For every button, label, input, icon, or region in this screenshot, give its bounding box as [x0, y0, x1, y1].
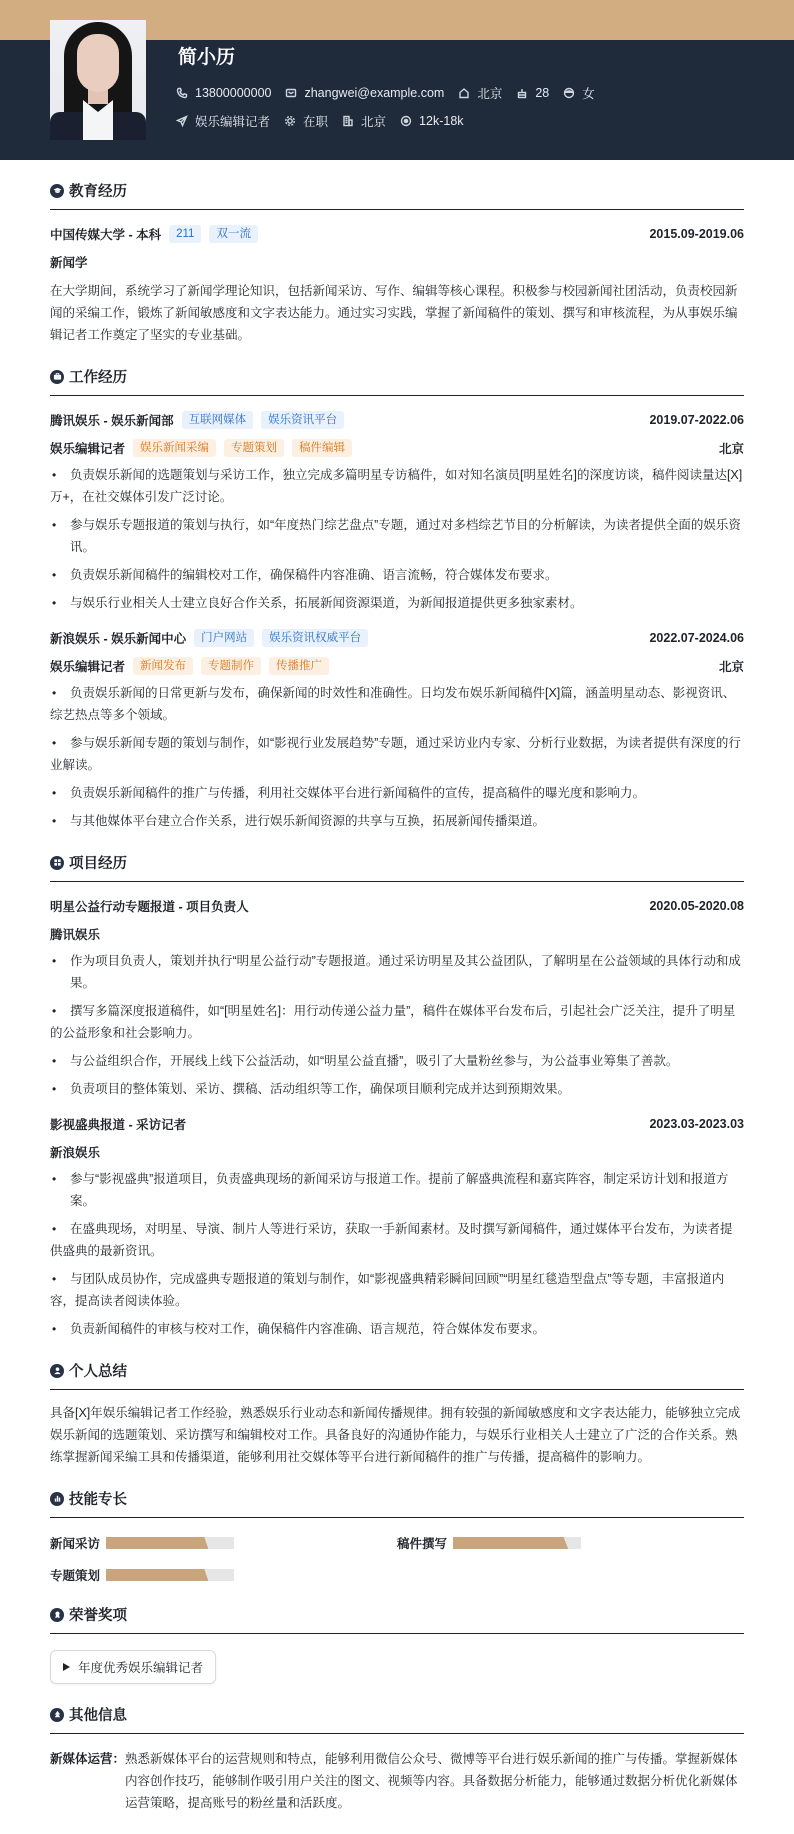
section-title-text: 工作经历 — [69, 370, 127, 386]
summary-section — [50, 1360, 744, 1468]
skills-section — [50, 1488, 744, 1584]
city-item — [342, 112, 386, 130]
skill-bar-fill — [106, 1537, 208, 1549]
resume-header — [0, 0, 794, 160]
status-text: 在职 — [303, 115, 329, 129]
section-header — [50, 1488, 744, 1518]
position-item — [176, 112, 270, 130]
role-tag: 娱乐新闻采编 — [133, 439, 216, 457]
user-icon — [50, 1364, 64, 1378]
other-text: 熟悉新媒体平台的运营规则和特点，能够利用微信公众号、微博等平台进行娱乐新闻的推广与传播。掌握新媒体内容创作技巧，能够制作吸引用户关注的图文、视频等内容。具备数据分析能力，能够通过数据分析优化新媒体运营策略，提高账号的粉丝量和活跃度。 — [125, 1752, 738, 1810]
city-text: 北京 — [361, 115, 387, 129]
other-label: 新媒体运营： — [50, 1752, 126, 1766]
phone-text: 13800000000 — [195, 86, 272, 100]
work-bullets — [50, 682, 744, 832]
work-city: 北京 — [718, 660, 744, 674]
skills-grid — [50, 1534, 744, 1584]
skill-item — [50, 1534, 397, 1552]
bar-chart-icon — [50, 1492, 64, 1506]
project-bullets — [50, 1168, 744, 1340]
education-description: 在大学期间，系统学习了新闻学理论知识，包括新闻采访、写作、编辑等核心课程。积极参与校园新闻社团活动，负责校园新闻的采编工作，锻炼了新闻敏感度和文字表达能力。通过实习实践，掌握了新闻稿件的策划、撰写和审核流程，为从事娱乐编辑记者工作奠定了坚实的专业基础。 — [50, 284, 738, 342]
status-gear-icon — [284, 115, 296, 127]
bullet-item: • 参与“影视盛典”报道项目，负责盛典现场的新闻采访与报道工作。提前了解盛典流程和嘉宾阵容，制定采访计划和报道方案。 — [50, 1168, 744, 1212]
age-item — [516, 86, 549, 100]
hometown-item — [458, 84, 502, 102]
section-title-text: 项目经历 — [69, 856, 127, 872]
bullet-item: • 与娱乐行业相关人士建立良好合作关系，拓展新闻资源渠道，为新闻报道提供更多独家素材。 — [50, 592, 744, 614]
project-entry — [50, 896, 744, 1100]
project-date: 2023.03-2023.03 — [649, 1117, 744, 1131]
phone-item — [176, 86, 271, 100]
work-section — [50, 366, 744, 832]
work-date: 2022.07-2024.06 — [649, 631, 744, 645]
bullet-item: • 参与娱乐专题报道的策划与执行，如“年度热门综艺盘点”专题，通过对多档综艺节目的分析解读，为读者提供全面的娱乐资讯。 — [50, 514, 744, 558]
section-title-text: 其他信息 — [69, 1708, 127, 1724]
mail-icon — [285, 87, 297, 99]
salary-text: 12k-18k — [419, 114, 464, 128]
section-header — [50, 1704, 744, 1734]
send-icon — [176, 115, 188, 127]
section-header — [50, 1604, 744, 1634]
project-org: 新浪娱乐 — [50, 1146, 101, 1160]
project-name: 明星公益行动专题报道 - 项目负责人 — [50, 900, 249, 914]
project-entry — [50, 1114, 744, 1340]
work-entry — [50, 628, 744, 832]
section-header — [50, 852, 744, 882]
graduation-cap-icon — [50, 184, 64, 198]
email-text: zhangwei@example.com — [304, 86, 445, 100]
skill-bar-track — [106, 1537, 234, 1549]
bullet-item: • 负责娱乐新闻稿件的编辑校对工作，确保稿件内容准确、语言流畅，符合媒体发布要求。 — [50, 564, 744, 586]
education-date: 2015.09-2019.06 — [649, 227, 744, 241]
triangle-right-icon — [63, 1663, 70, 1671]
bullet-item: • 负责新闻稿件的审核与校对工作，确保稿件内容准确、语言规范，符合媒体发布要求。 — [50, 1318, 744, 1340]
position-text: 娱乐编辑记者 — [195, 115, 271, 129]
project-name: 影视盛典报道 - 采访记者 — [50, 1118, 187, 1132]
work-date: 2019.07-2022.06 — [649, 413, 744, 427]
bullet-item: • 负责项目的整体策划、采访、撰稿、活动组织等工作，确保项目顺利完成并达到预期效果。 — [50, 1078, 744, 1100]
projects-section — [50, 852, 744, 1340]
skill-name: 稿件撰写 — [397, 1537, 448, 1551]
company-name: 新浪娱乐 - 娱乐新闻中心 — [50, 632, 187, 646]
awards-section — [50, 1604, 744, 1684]
section-header — [50, 366, 744, 396]
work-entry — [50, 410, 744, 614]
job-role: 娱乐编辑记者 — [50, 660, 126, 674]
school-tag: 211 — [169, 225, 201, 243]
role-tag: 稿件编辑 — [292, 439, 352, 457]
award-badge — [50, 1650, 216, 1684]
section-title-text: 教育经历 — [69, 184, 127, 200]
skill-item — [50, 1566, 397, 1584]
work-city: 北京 — [718, 442, 744, 456]
contact-row — [176, 84, 609, 102]
hometown-text: 北京 — [477, 87, 503, 101]
candidate-name: 简小历 — [178, 47, 236, 68]
other-section — [50, 1704, 744, 1834]
company-name: 腾讯娱乐 - 娱乐新闻部 — [50, 414, 174, 428]
phone-icon — [176, 87, 188, 99]
school-tag: 双一流 — [209, 225, 258, 243]
medal-icon — [50, 1608, 64, 1622]
skill-bar-track — [453, 1537, 581, 1549]
major: 新闻学 — [50, 256, 88, 270]
gender-text: 女 — [582, 87, 595, 101]
company-tag: 娱乐资讯平台 — [261, 411, 344, 429]
job-role: 娱乐编辑记者 — [50, 442, 126, 456]
skill-name: 新闻采访 — [50, 1537, 101, 1551]
role-tag: 专题制作 — [201, 657, 261, 675]
section-header — [50, 1360, 744, 1390]
home-icon — [458, 87, 470, 99]
company-tag: 门户网站 — [194, 629, 254, 647]
skill-item — [397, 1534, 744, 1552]
education-section — [50, 180, 744, 346]
status-item — [284, 112, 328, 130]
bullet-item: • 负责娱乐新闻的选题策划与采访工作，独立完成多篇明星专访稿件，如对知名演员[明星姓名]的深度访谈，稿件阅读量达[X]万+，在社交媒体引发广泛讨论。 — [50, 464, 744, 508]
bullet-item: • 撰写多篇深度报道稿件，如“[明星姓名]：用行动传递公益力量”，稿件在媒体平台发布后，引起社会广泛关注，提升了明星的公益形象和社会影响力。 — [50, 1000, 744, 1044]
bullet-item: • 与其他媒体平台建立合作关系，进行娱乐新闻资源的共享与互换，拓展新闻传播渠道。 — [50, 810, 744, 832]
project-date: 2020.05-2020.08 — [649, 899, 744, 913]
bullet-item: • 作为项目负责人，策划并执行“明星公益行动”专题报道。通过采访明星及其公益团队，了解明星在公益领域的具体行动和成果。 — [50, 950, 744, 994]
gender-icon — [563, 87, 575, 99]
company-tag: 互联网媒体 — [182, 411, 254, 429]
skill-bar-fill — [106, 1569, 208, 1581]
role-tag: 新闻发布 — [133, 657, 193, 675]
coin-icon — [400, 115, 412, 127]
age-text: 28 — [535, 86, 550, 100]
bullet-item: • 与团队成员协作，完成盛典专题报道的策划与制作，如“影视盛典精彩瞬间回顾”“明星红毯造型盘点”等专题，丰富报道内容，提高读者阅读体验。 — [50, 1268, 744, 1312]
building-icon — [342, 115, 354, 127]
job-intent-row — [176, 112, 478, 130]
award-text: 年度优秀娱乐编辑记者 — [78, 1661, 204, 1675]
bullet-item: • 负责娱乐新闻的日常更新与发布，确保新闻的时效性和准确性。日均发布娱乐新闻稿件[X]篇，涵盖明星动态、影视资讯、综艺热点等多个领域。 — [50, 682, 744, 726]
section-title-text: 个人总结 — [69, 1364, 127, 1380]
avatar-photo — [50, 20, 146, 140]
skill-bar-fill — [453, 1537, 568, 1549]
section-header — [50, 180, 744, 210]
project-bullets — [50, 950, 744, 1100]
bullet-item: • 在盛典现场，对明星、导演、制片人等进行采访，获取一手新闻素材。及时撰写新闻稿件，通过媒体平台发布，为读者提供盛典的最新资讯。 — [50, 1218, 744, 1262]
skill-name: 专题策划 — [50, 1569, 101, 1583]
briefcase-icon — [50, 370, 64, 384]
skill-bar-track — [106, 1569, 234, 1581]
company-tag: 娱乐资讯权威平台 — [262, 629, 368, 647]
role-tag: 传播推广 — [269, 657, 329, 675]
role-tag: 专题策划 — [224, 439, 284, 457]
summary-text: 具备[X]年娱乐编辑记者工作经验，熟悉娱乐行业动态和新闻传播规律。拥有较强的新闻敏感度和文字表达能力，能够独立完成娱乐新闻的选题策划、采访撰写和编辑校对工作。具备良好的沟通协作能力，与娱乐行业相关人士建立了广泛的合作关系。熟练掌握新闻采编工具和传播渠道，能够利用社交媒体等平台进行新闻稿件的推广与传播，提高稿件的影响力。 — [50, 1406, 741, 1464]
gender-item — [563, 84, 595, 102]
bullet-item: • 参与娱乐新闻专题的策划与制作，如“影视行业发展趋势”专题，通过采访业内专家、分析行业数据，为读者提供有深度的行业解读。 — [50, 732, 744, 776]
bullet-item: • 负责娱乐新闻稿件的推广与传播，利用社交媒体平台进行新闻稿件的宣传，提高稿件的曝光度和影响力。 — [50, 782, 744, 804]
education-entry — [50, 224, 744, 346]
project-org: 腾讯娱乐 — [50, 928, 101, 942]
grid-icon — [50, 856, 64, 870]
section-title-text: 荣誉奖项 — [69, 1608, 127, 1624]
school-name: 中国传媒大学 - 本科 — [50, 228, 162, 242]
work-bullets — [50, 464, 744, 614]
salary-item — [400, 114, 463, 128]
bullet-item: • 与公益组织合作，开展线上线下公益活动，如“明星公益直播”，吸引了大量粉丝参与，为公益事业筹集了善款。 — [50, 1050, 744, 1072]
other-info-item — [50, 1748, 744, 1834]
tree-icon — [50, 1708, 64, 1722]
email-item — [285, 86, 444, 100]
cake-icon — [516, 87, 528, 99]
section-title-text: 技能专长 — [69, 1492, 127, 1508]
